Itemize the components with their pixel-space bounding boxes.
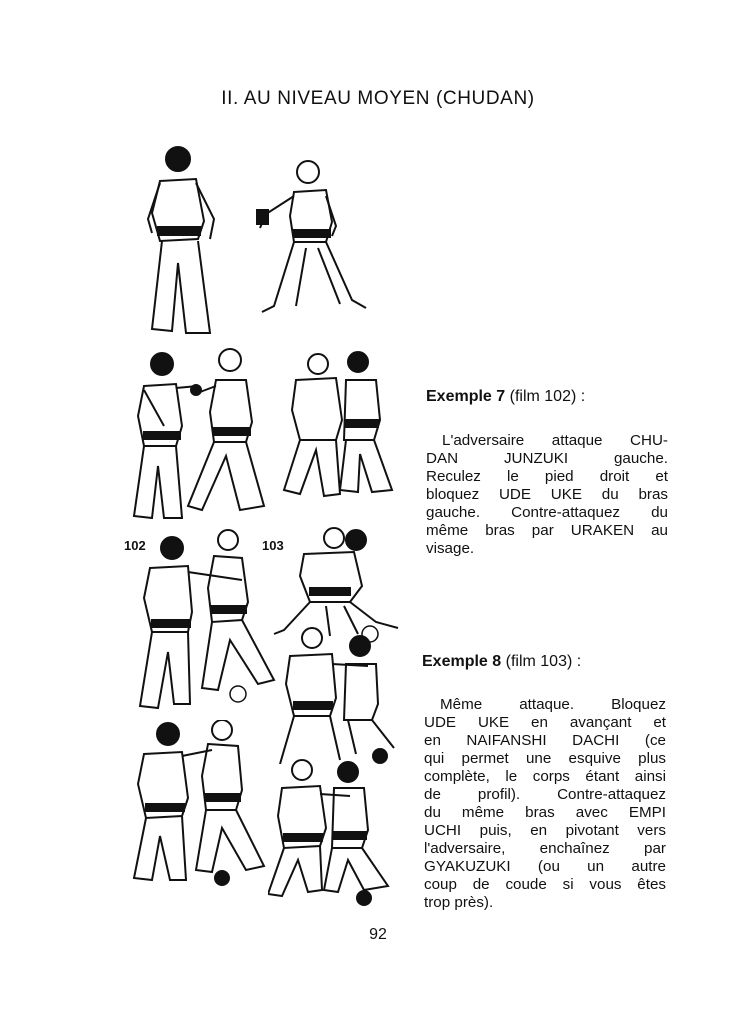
example-7-line: gauche. Contre-attaquez du <box>426 504 668 521</box>
karateka-illustration-film102-frame3 <box>130 528 280 718</box>
example-8-line: trop près). <box>424 894 494 911</box>
example-8-line: UDE UKE en avançant et <box>424 714 666 731</box>
illustrations-column <box>118 138 408 908</box>
karateka-illustration-film102-frame4 <box>126 720 276 890</box>
example-8-text <box>424 696 666 912</box>
karateka-illustration-film102-frame1 <box>128 346 268 526</box>
karateka-illustration-film102-frame2 <box>280 350 400 500</box>
example-8-line: GYAKUZUKI (ou un autre <box>424 858 666 875</box>
example-7-film-ref: (film 102) : <box>509 388 586 405</box>
example-8-line: de profil). Contre-attaquez <box>424 786 666 803</box>
example-7-line: visage. <box>426 540 475 557</box>
example-8-film-ref: (film 103) : <box>505 653 582 670</box>
example-7-title: Exemple 7 <box>426 388 506 405</box>
film-label-103: 103 <box>262 538 284 553</box>
example-8-line: du même bras avec EMPI <box>424 804 666 821</box>
karateka-illustration-film103-frame3 <box>268 756 408 906</box>
example-8-line: en NAIFANSHI DACHI (ce <box>424 732 666 749</box>
example-8-title: Exemple 8 <box>422 653 502 670</box>
karateka-illustration-start-right <box>256 156 372 316</box>
example-7-heading <box>426 388 585 406</box>
example-8-line: qui permet une esquive plus <box>424 750 666 767</box>
example-7-line: Reculez le pied droit et <box>426 468 668 485</box>
example-8-line: coup de coude si vous êtes <box>424 876 666 893</box>
film-label-102: 102 <box>124 538 146 553</box>
example-8-line: complète, le corps étant ainsi <box>424 768 666 785</box>
example-8-line: l'adversaire, enchaînez par <box>424 840 666 857</box>
page-number: 92 <box>369 926 387 943</box>
example-7-line: même bras par URAKEN au <box>426 522 668 539</box>
example-8-line: UCHI puis, en pivotant vers <box>424 822 666 839</box>
page-title: II. AU NIVEAU MOYEN (CHUDAN) <box>221 88 535 109</box>
example-7-line: DAN JUNZUKI gauche. <box>426 450 668 467</box>
example-7-line: L'adversaire attaque CHU- <box>442 432 668 449</box>
karateka-illustration-start-left <box>138 143 228 338</box>
example-8-line: Même attaque. Bloquez <box>440 696 666 713</box>
example-8-heading <box>422 653 581 671</box>
example-7-text <box>426 432 668 558</box>
karateka-illustration-film103-frame2 <box>272 624 408 764</box>
example-7-line: bloquez UDE UKE du bras <box>426 486 668 503</box>
